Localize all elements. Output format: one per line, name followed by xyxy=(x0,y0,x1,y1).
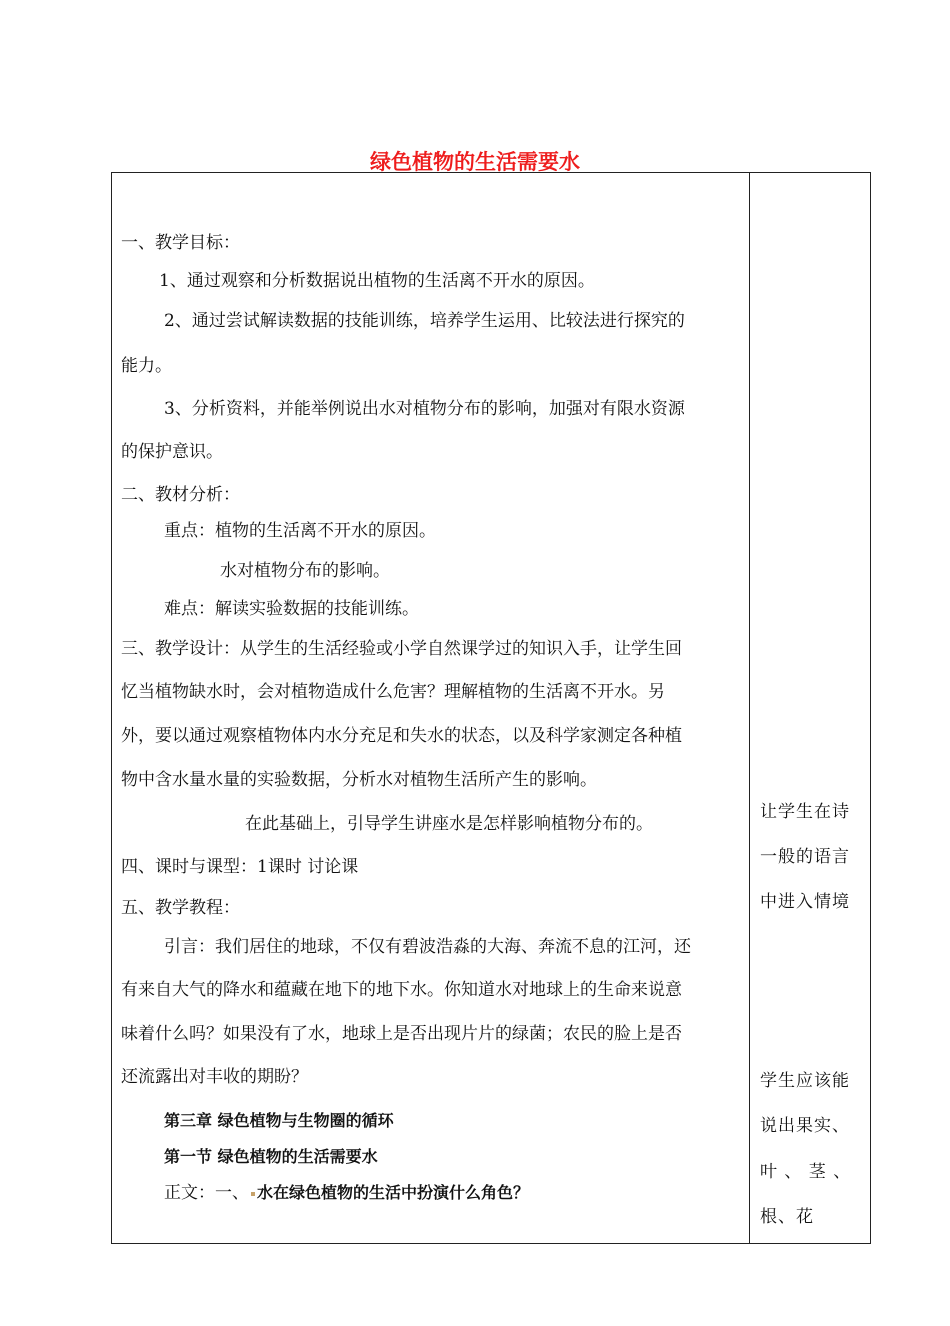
main-line: 二、教材分析： xyxy=(121,485,240,505)
main-line: 2、通过尝试解读数据的技能训练，培养学生运用、比较法进行探究的 xyxy=(164,311,685,331)
main-line: 第三章 绿色植物与生物圈的循环 xyxy=(164,1111,394,1130)
main-line: 的保护意识。 xyxy=(121,442,223,462)
side-note-line: 中进入情境 xyxy=(760,892,850,912)
main-line: 外，要以通过观察植物体内水分充足和失水的状态，以及科学家测定各种植 xyxy=(121,726,682,746)
main-line: 四、课时与课型：1课时 讨论课 xyxy=(121,857,359,877)
main-line: 3、分析资料，并能举例说出水对植物分布的影响，加强对有限水资源 xyxy=(164,399,685,419)
main-line: 一、教学目标： xyxy=(121,233,240,253)
main-line: 水对植物分布的影响。 xyxy=(220,561,390,581)
main-line: 重点：植物的生活离不开水的原因。 xyxy=(164,521,436,541)
main-line: 忆当植物缺水时，会对植物造成什么危害？理解植物的生活离不开水。另 xyxy=(121,682,665,702)
main-line: 能力。 xyxy=(121,356,172,376)
last-line-heading: 水在绿色植物的生活中扮演什么角色？ xyxy=(257,1183,530,1202)
column-divider xyxy=(749,172,750,1244)
main-line: 在此基础上，引导学生讲座水是怎样影响植物分布的。 xyxy=(245,814,653,834)
main-line: 难点：解读实验数据的技能训练。 xyxy=(164,599,419,619)
main-line: 第一节 绿色植物的生活需要水 xyxy=(164,1147,378,1166)
main-line: 引言：我们居住的地球，不仅有碧波浩淼的大海、奔流不息的江河，还 xyxy=(164,937,691,957)
side-note-line: 说出果实、 xyxy=(760,1116,850,1136)
document-title: 绿色植物的生活需要水 xyxy=(370,150,580,174)
last-line-prefix: 正文：一、 xyxy=(164,1183,249,1203)
main-line: 还流露出对丰收的期盼？ xyxy=(121,1067,308,1087)
main-line: 味着什么吗？如果没有了水，地球上是否出现片片的绿菌；农民的脸上是否 xyxy=(121,1024,682,1044)
side-note-line: 让学生在诗 xyxy=(760,802,850,822)
main-line: 有来自大气的降水和蕴藏在地下的地下水。你知道水对地球上的生命来说意 xyxy=(121,980,682,1000)
main-line: 三、教学设计：从学生的生活经验或小学自然课学过的知识入手，让学生回 xyxy=(121,639,682,659)
main-line: 物中含水量水量的实验数据，分析水对植物生活所产生的影响。 xyxy=(121,770,597,790)
last-line xyxy=(164,1182,529,1204)
side-note-line: 叶 、 茎 、 xyxy=(760,1162,852,1182)
side-note-line: 一般的语言 xyxy=(760,847,850,867)
main-line: 1、通过观察和分析数据说出植物的生活离不开水的原因。 xyxy=(159,271,595,291)
side-note-line: 学生应该能 xyxy=(760,1071,850,1091)
side-note-line: 根、花 xyxy=(760,1207,814,1227)
bullet-mark xyxy=(251,1192,255,1196)
main-line: 五、教学教程： xyxy=(121,898,240,918)
